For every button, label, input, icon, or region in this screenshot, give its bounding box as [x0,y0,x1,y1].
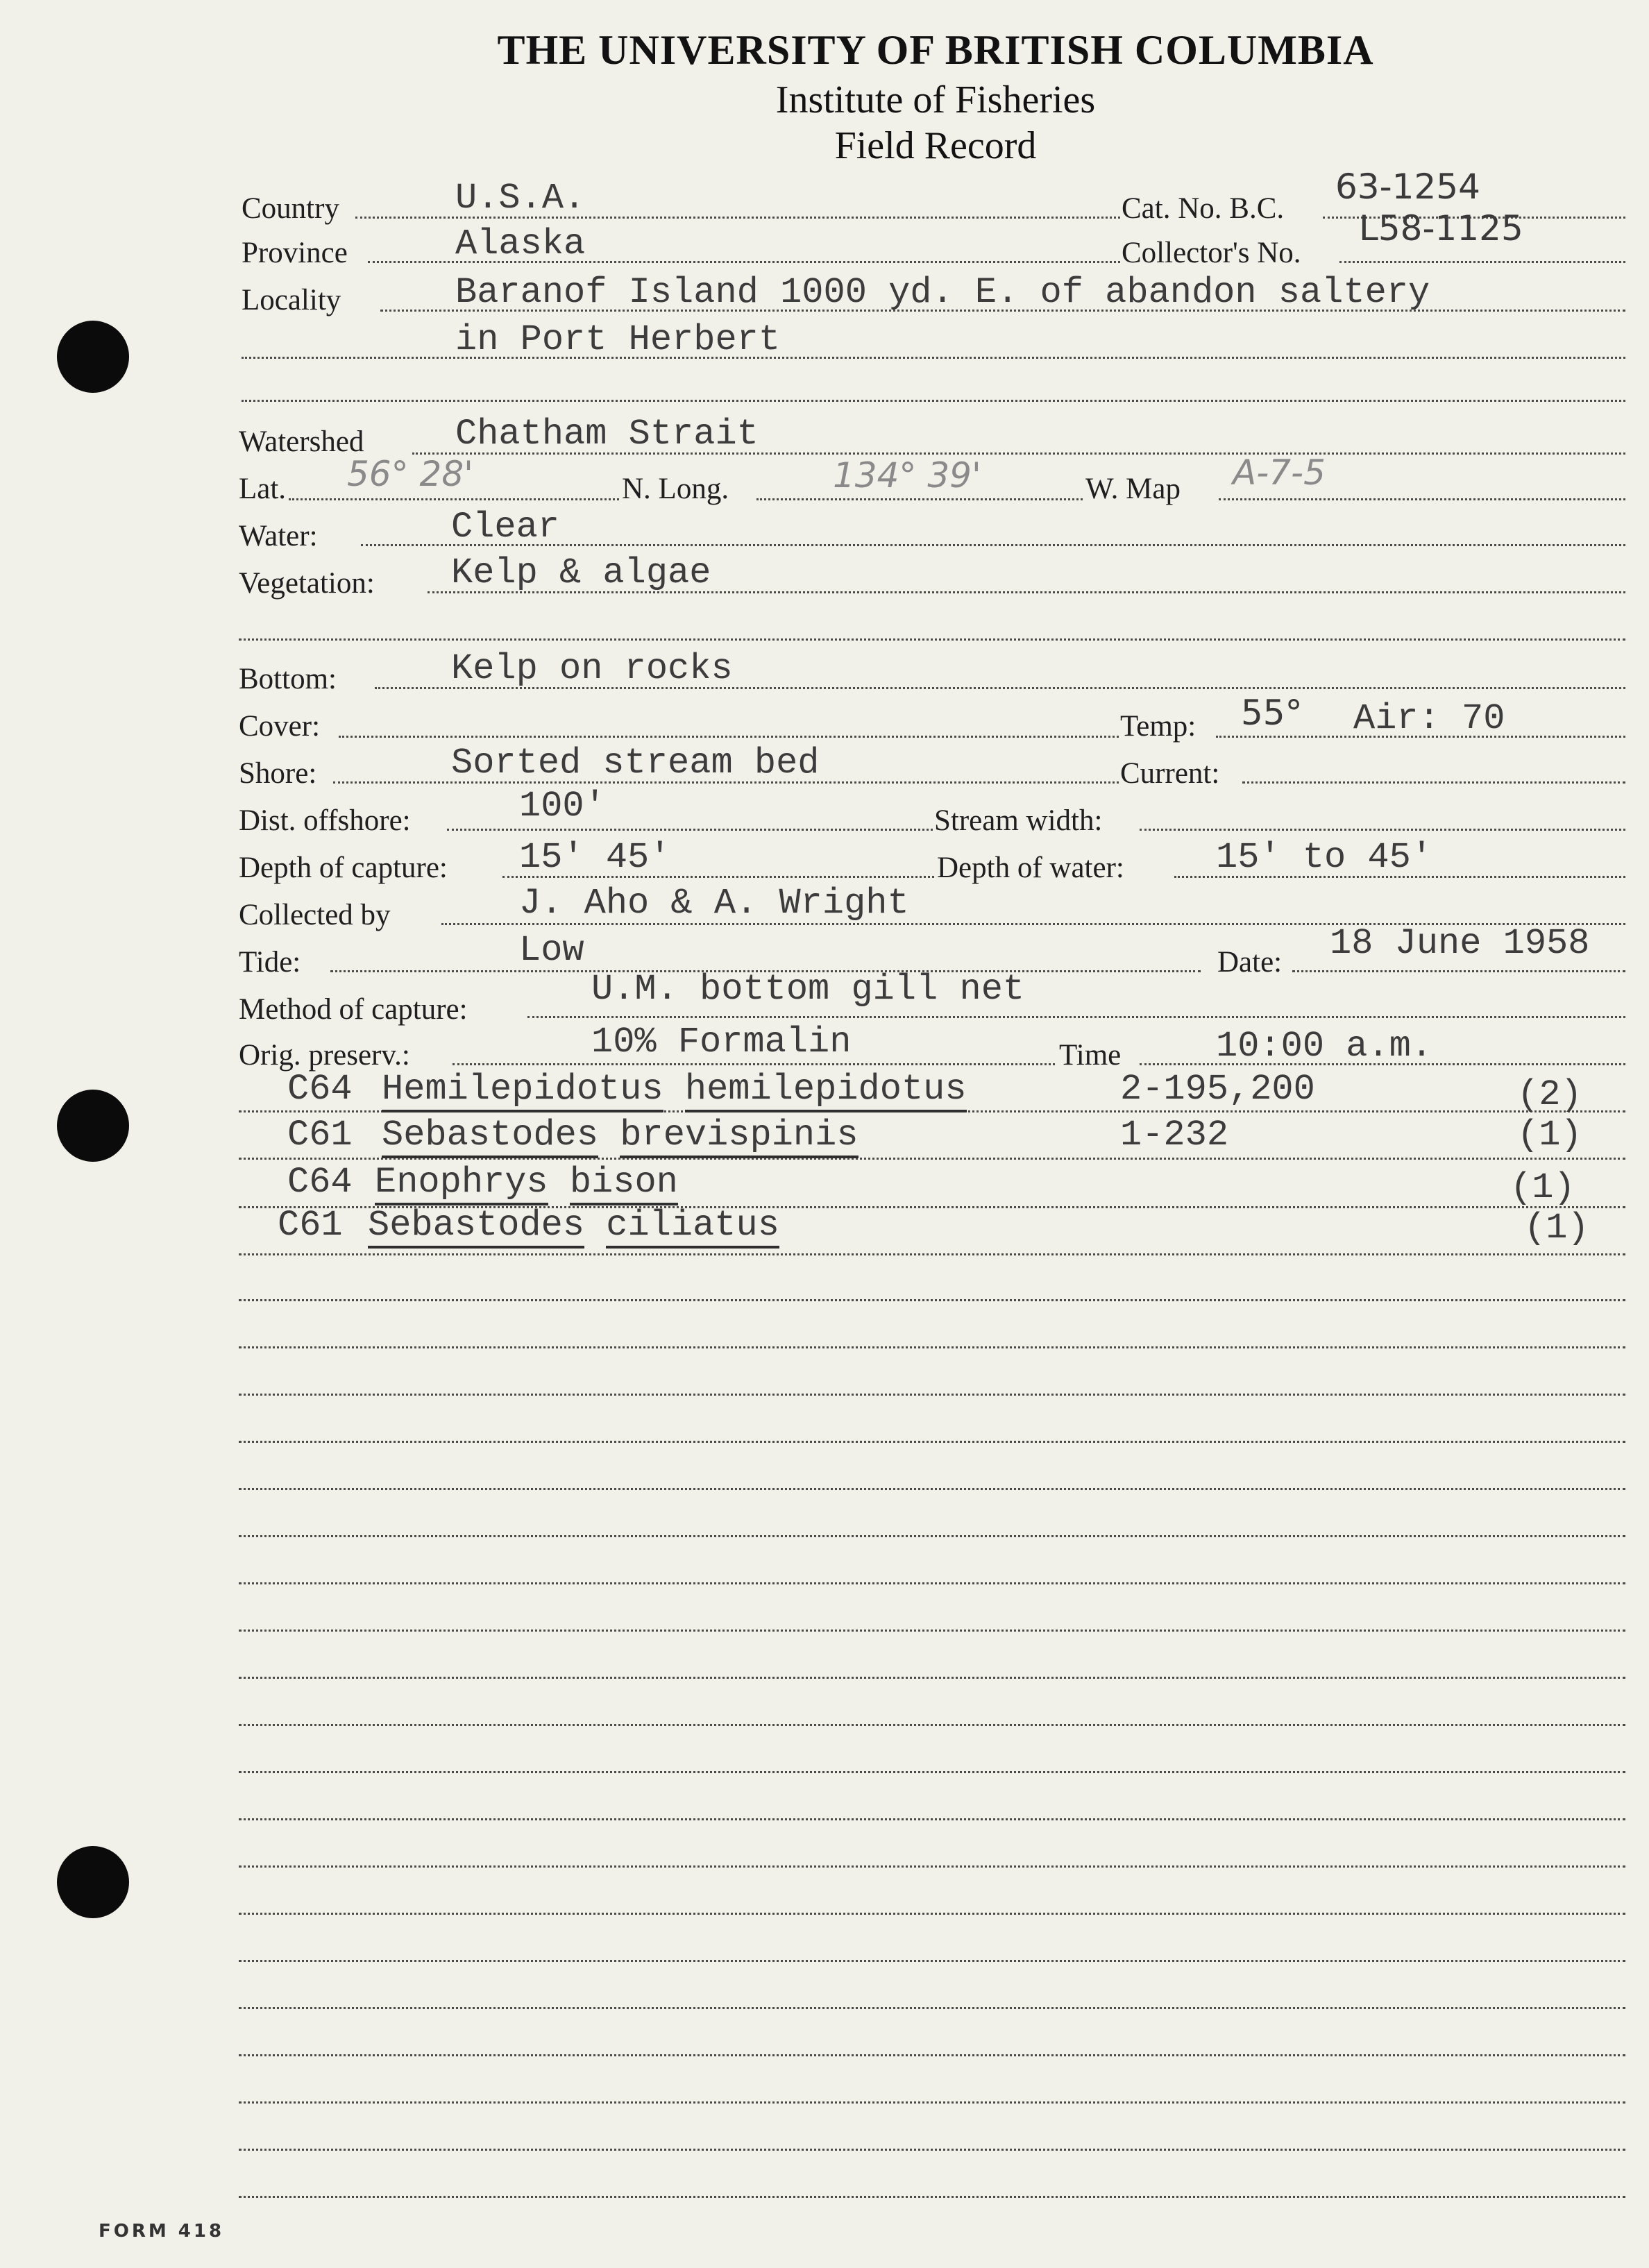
genus-2: Sebastodes [382,1115,598,1158]
specimen-sizes-2: 1-232 [1120,1115,1229,1156]
collected-by-value: J. Aho & A. Wright [519,883,909,924]
map-value: A-7-5 [1233,452,1326,493]
long-line [756,498,1083,500]
specimen-code-1: C64 [287,1069,353,1110]
specimen-line-4 [239,1253,1625,1255]
country-value: U.S.A. [455,178,586,219]
depth-water-value: 15' to 45' [1216,837,1433,878]
specimen-count-3: (1) [1510,1167,1575,1208]
locality-value-2: in Port Herbert [455,319,781,360]
blank-line [239,1582,1625,1584]
date-label: Date: [1217,946,1283,979]
genus-3: Enophrys [375,1162,548,1205]
current-line [1242,781,1625,784]
orig-preserv-label: Orig. preserv.: [239,1039,410,1072]
specimen-sizes-1: 2-195,200 [1120,1069,1315,1110]
blank-line [239,1960,1625,1962]
collectors-no-label: Collector's No. [1122,237,1301,269]
blank-line [239,2054,1625,2056]
locality-label: Locality [242,284,341,316]
specimen-count-1: (2) [1517,1074,1582,1115]
species-4: ciliatus [606,1205,779,1249]
collected-by-label: Collected by [239,899,391,931]
blank-line [239,1771,1625,1773]
watershed-label: Watershed [239,425,364,458]
specimen-code-4: C61 [278,1205,343,1246]
species-3: bison [570,1162,678,1205]
date-value: 18 June 1958 [1330,923,1590,964]
collectors-no-line [1339,261,1625,263]
time-label: Time [1059,1039,1122,1072]
species-2: brevispinis [620,1115,858,1158]
lat-value: 56° 28' [347,454,473,494]
long-value: 134° 39' [833,455,981,496]
institute-title: Institute of Fisheries [775,78,1096,121]
blank-line [239,1913,1625,1915]
locality-value-1: Baranof Island 1000 yd. E. of abandon saltery [455,272,1430,313]
province-label: Province [242,237,348,269]
blank-line [239,1677,1625,1679]
method-value: U.M. bottom gill net [591,969,1025,1010]
cat-no-value: 63-1254 [1335,167,1480,207]
blank-line [239,1488,1625,1490]
blank-line [239,2101,1625,2104]
shore-label: Shore: [239,757,317,790]
specimen-name-2 [382,1115,859,1156]
blank-line [239,1346,1625,1348]
vegetation-value: Kelp & algae [451,552,711,593]
method-label: Method of capture: [239,993,468,1026]
cover-line [339,736,1119,738]
collectors-no-value: L58-1125 [1359,208,1523,248]
dist-offshore-label: Dist. offshore: [239,804,411,837]
water-label: Water: [239,520,318,552]
blank-line [239,1865,1625,1868]
species-1: hemilepidotus [685,1069,967,1112]
watershed-value: Chatham Strait [455,414,759,455]
specimen-code-3: C64 [287,1162,353,1203]
lat-line [289,498,619,500]
air-value: Air: 70 [1353,698,1505,739]
blank-line [239,1630,1625,1632]
province-value: Alaska [455,223,586,264]
tide-label: Tide: [239,946,301,979]
vegetation-label: Vegetation: [239,567,375,600]
specimen-name-1 [382,1069,967,1110]
n-long-label: N. Long. [622,473,729,505]
genus-4: Sebastodes [368,1205,584,1249]
punch-hole-bottom [57,1846,129,1918]
blank-line [239,1394,1625,1396]
university-title: THE UNIVERSITY OF BRITISH COLUMBIA [497,27,1374,73]
blank-line [239,2007,1625,2009]
bottom-value: Kelp on rocks [451,648,733,689]
depth-capture-label: Depth of capture: [239,852,448,884]
orig-preserv-value: 10% Formalin [591,1022,852,1063]
w-map-label: W. Map [1085,473,1181,505]
genus-1: Hemilepidotus [382,1069,663,1112]
temp-value: 55° [1241,693,1303,733]
water-value: Clear [451,507,560,548]
dist-offshore-line [447,829,933,831]
current-label: Current: [1120,757,1220,790]
tide-value: Low [519,930,584,971]
temp-label: Temp: [1120,710,1196,743]
punch-hole-middle [57,1090,129,1162]
cover-label: Cover: [239,710,321,743]
specimen-code-2: C61 [287,1115,353,1156]
blank-line [239,2149,1625,2151]
depth-capture-value: 15' 45' [519,837,671,878]
map-line [1219,498,1625,500]
time-value: 10:00 a.m. [1216,1026,1433,1067]
form-number: FORM 418 [99,2221,225,2242]
blank-line [239,2196,1625,2198]
dist-offshore-value: 100' [519,786,606,827]
bottom-label: Bottom: [239,663,337,695]
lat-label: Lat. [239,473,287,505]
stream-width-label: Stream width: [934,804,1103,837]
locality-line-3 [242,400,1625,402]
stream-width-line [1140,829,1625,831]
blank-line [239,1441,1625,1443]
country-label: Country [242,192,339,225]
depth-water-label: Depth of water: [937,852,1124,884]
blank-line [239,1818,1625,1820]
field-record-title: Field Record [834,124,1037,167]
blank-line [239,1535,1625,1537]
specimen-count-2: (1) [1517,1115,1582,1156]
specimen-name-4 [368,1205,779,1246]
blank-line [239,1724,1625,1726]
method-line [527,1016,1625,1018]
date-line [1292,970,1625,972]
blank-line [239,1299,1625,1301]
specimen-count-4: (1) [1524,1208,1589,1249]
locality-line-2 [242,357,1625,359]
vegetation-line-2 [239,638,1625,641]
specimen-name-3 [375,1162,678,1203]
shore-value: Sorted stream bed [451,743,820,784]
punch-hole-top [57,321,129,393]
orig-preserv-line [453,1063,1055,1065]
cat-no-label: Cat. No. B.C. [1122,192,1285,225]
